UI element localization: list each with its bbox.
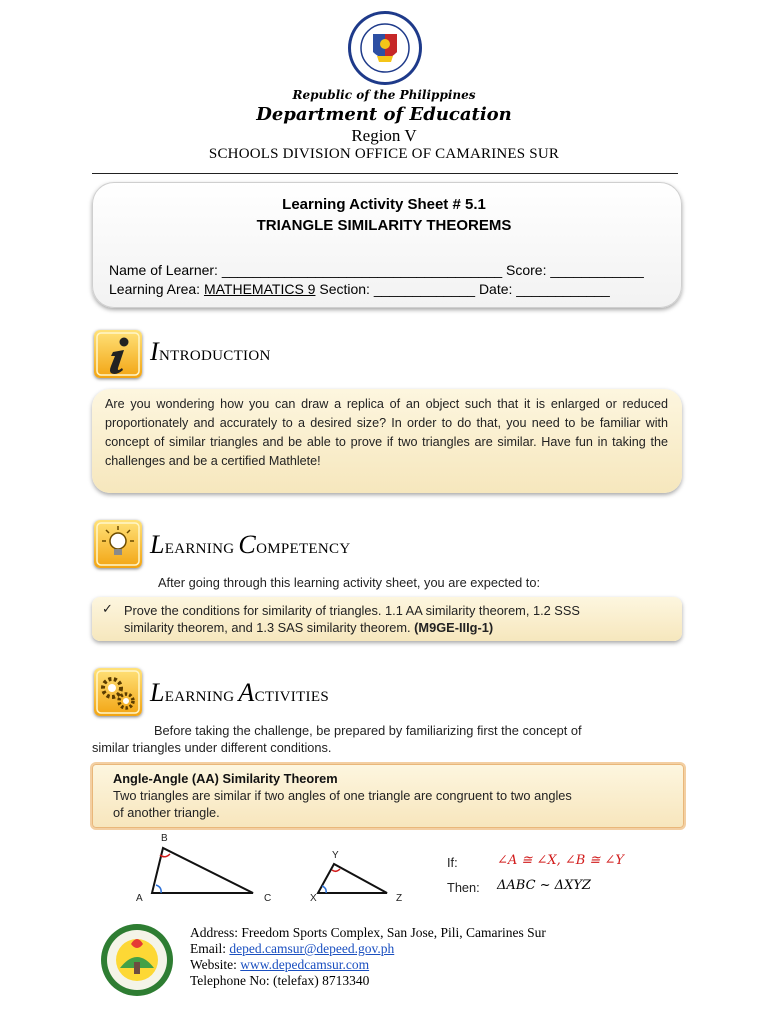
learning-area-label: Learning Area:: [109, 281, 201, 297]
if-expression: ∠A ≅ ∠X, ∠B ≅ ∠Y: [497, 853, 624, 868]
check-icon: ✓: [102, 601, 113, 616]
vertex-c-label: C: [264, 893, 272, 904]
aa-theorem-title: Angle-Angle (AA) Similarity Theorem: [113, 771, 338, 786]
department-name: Department of Education: [256, 104, 512, 125]
vertex-y-label: Y: [332, 850, 339, 861]
triangle-abc: [152, 848, 253, 893]
email-link[interactable]: deped.camsur@depeed.gov.ph: [229, 941, 395, 956]
footer-website-line: Website: www.depedcamsur.com: [190, 957, 370, 972]
header-rule: [92, 173, 678, 174]
aa-theorem-line1: Two triangles are similar if two angles of one triangle are congruent to two angles: [113, 788, 572, 803]
division-name: SCHOOLS DIVISION OFFICE OF CAMARINES SUR: [208, 146, 560, 162]
sheet-title: Learning Activity Sheet # 5.1: [282, 196, 486, 213]
website-link[interactable]: www.depedcamsur.com: [240, 957, 370, 972]
info-icon: [94, 330, 142, 378]
learner-name-line: Name of Learner: ____________________________________ Score: ____________: [109, 262, 644, 278]
then-label: Then:: [447, 880, 480, 895]
activities-lead-line1: Before taking the challenge, be prepared by familiarizing first the concept of: [154, 723, 582, 738]
learning-area-value: MATHEMATICS 9: [203, 281, 316, 297]
competency-item-line2: similarity theorem, and 1.3 SAS similarity theorem. (M9GE-IIIg-1): [124, 620, 494, 635]
republic-line: Republic of the Philippines: [292, 88, 476, 102]
if-label: If:: [447, 855, 458, 870]
sheet-subtitle: TRIANGLE SIMILARITY THEOREMS: [256, 217, 512, 234]
triangles-diagram: [130, 830, 420, 910]
lightbulb-icon: [94, 520, 142, 568]
competency-item-line1: Prove the conditions for similarity of triangles. 1.1 AA similarity theorem, 1.2 SSS: [124, 603, 580, 618]
introduction-heading: INTRODUCTION: [150, 337, 271, 366]
gears-icon: [94, 668, 142, 716]
learning-area-line: [109, 281, 610, 297]
aa-theorem-line2: of another triangle.: [113, 805, 220, 820]
then-expression: ΔABC ~ ΔXYZ: [497, 878, 591, 893]
activities-heading: LEARNING ACTIVITIES: [150, 678, 329, 707]
introduction-text: Are you wondering how you can draw a replica of an object such that it is enlarged or reduced proportionately and accurately to a desired size? In order to do that, you need to be familiar with concept of similar triangles and be able to prove if two triangles are similar. Have fun in taking the challenges and be a certified Mathlete!: [105, 397, 668, 468]
angle-x-arc: [322, 886, 326, 893]
activities-lead-line2: similar triangles under different conditions.: [92, 740, 332, 755]
competency-lead: After going through this learning activity sheet, you are expected to:: [158, 575, 541, 590]
vertex-x-label: X: [310, 893, 317, 904]
competency-heading: LEARNING COMPETENCY: [150, 530, 351, 559]
vertex-a-label: A: [136, 893, 143, 904]
footer-email-line: Email: deped.camsur@depeed.gov.ph: [190, 941, 395, 956]
deped-seal: [347, 10, 423, 86]
angle-y-arc: [332, 869, 340, 871]
angle-a-arc: [156, 885, 161, 893]
triangle-xyz: [318, 864, 387, 893]
division-logo: [98, 922, 176, 998]
vertex-b-label: B: [161, 833, 168, 844]
vertex-z-label: Z: [396, 893, 403, 904]
footer-address: Address: Freedom Sports Complex, San Jose, Pili, Camarines Sur: [190, 925, 546, 940]
competency-code: (M9GE-IIIg-1): [414, 620, 494, 635]
footer-telephone: Telephone No: (telefax) 8713340: [190, 973, 370, 988]
region-name: Region V: [351, 126, 417, 145]
section-date-line: Section: _____________ Date: ____________: [319, 281, 610, 297]
